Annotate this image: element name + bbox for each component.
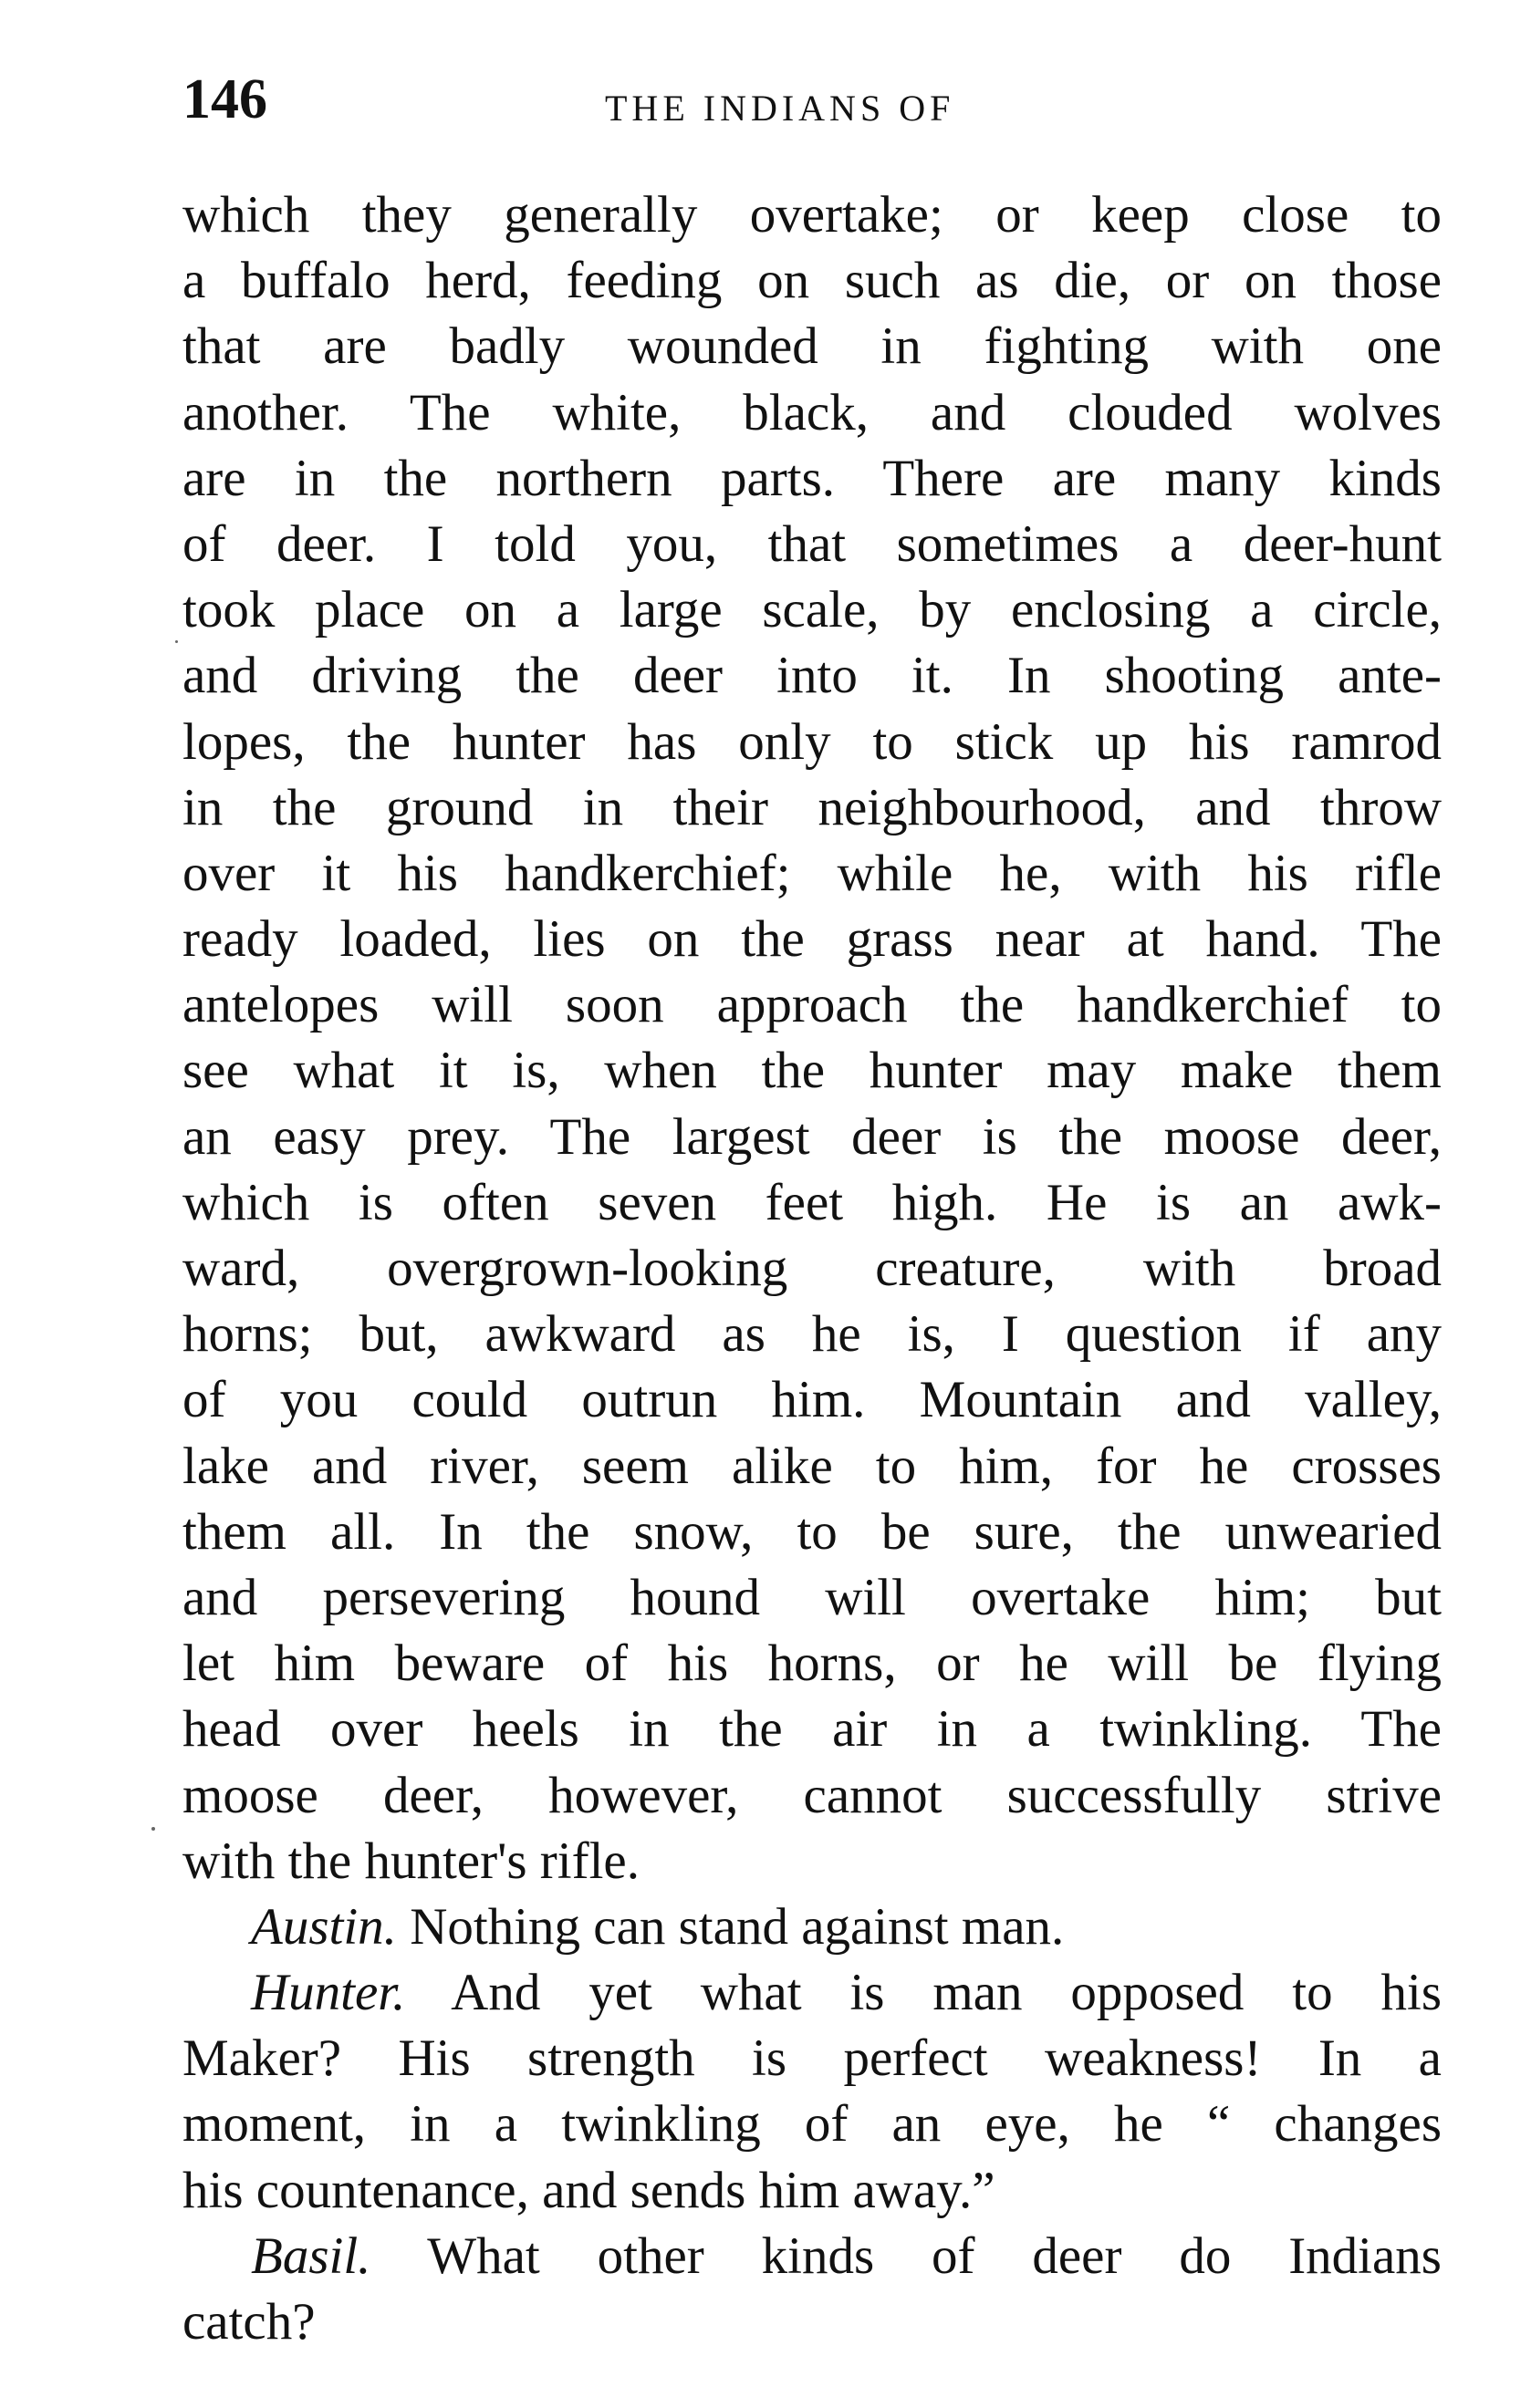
text-line	[182, 1960, 1442, 2026]
text-line: an easy prey. The largest deer is the moose deer,	[182, 1107, 1442, 1166]
text-line: and driving the deer into it. In shooting ante-	[182, 647, 1442, 705]
text-line: took place on a large scale, by enclosing a circle,	[182, 581, 1442, 639]
text-line: with the hunter's rifle.	[182, 1832, 640, 1890]
dialogue-text: Nothing can stand against man.	[410, 1897, 1065, 1956]
paragraph-narrative	[182, 182, 1442, 1894]
text-line: his countenance, and sends him away.”	[182, 2161, 995, 2219]
text-line: head over heels in the air in a twinkling. The	[182, 1700, 1442, 1759]
text-line: horns; but, awkward as he is, I question if any	[182, 1305, 1442, 1364]
text-line: of you could outrun him. Mountain and valley,	[182, 1371, 1442, 1429]
text-line: another. The white, black, and clouded wolves	[182, 383, 1442, 441]
text-line: which they generally overtake; or keep close to	[182, 186, 1442, 244]
text-line	[182, 1894, 1442, 1960]
speaker-name: Basil.	[251, 2226, 371, 2285]
scan-speck	[151, 1827, 155, 1831]
dialogue-text: What other kinds of deer do Indians	[427, 2226, 1442, 2285]
text-line: see what it is, when the hunter may make them	[182, 1042, 1442, 1100]
body-text	[182, 182, 1442, 2355]
text-line: which is often seven feet high. He is an awk-	[182, 1173, 1442, 1231]
text-line: moose deer, however, cannot successfully strive	[182, 1766, 1442, 1824]
text-line: lopes, the hunter has only to stick up his ramrod	[182, 712, 1442, 771]
text-line: lake and river, seem alike to him, for he crosses	[182, 1437, 1442, 1495]
page-number: 146	[182, 68, 267, 130]
text-line: let him beware of his horns, or he will be flying	[182, 1635, 1442, 1693]
running-head: THE INDIANS OF	[605, 88, 955, 129]
text-line: over it his handkerchief; while he, with his rifle	[182, 844, 1442, 902]
text-line	[182, 2224, 1442, 2289]
text-line: that are badly wounded in fighting with one	[182, 317, 1442, 376]
text-line: are in the northern parts. There are many kinds	[182, 449, 1442, 507]
text-line: Maker? His strength is perfect weakness! In a	[182, 2029, 1442, 2088]
text-line: of deer. I told you, that sometimes a deer-hunt	[182, 514, 1442, 573]
speaker-name: Austin.	[251, 1897, 397, 1956]
paragraph-basil	[182, 2224, 1442, 2355]
text-line: them all. In the snow, to be sure, the unwearied	[182, 1502, 1442, 1561]
dialogue-text: And yet what is man opposed to his	[451, 1964, 1442, 2022]
scan-speck	[175, 640, 178, 643]
text-line: antelopes will soon approach the handkerchief to	[182, 976, 1442, 1034]
text-line: ready loaded, lies on the grass near at hand. The	[182, 910, 1442, 969]
page-header	[182, 67, 1442, 131]
text-line: moment, in a twinkling of an eye, he “ changes	[182, 2095, 1442, 2154]
paragraph-austin	[182, 1894, 1442, 1960]
text-line: a buffalo herd, feeding on such as die, or on those	[182, 252, 1442, 310]
speaker-name: Hunter.	[251, 1964, 406, 2022]
text-line: catch?	[182, 2293, 316, 2351]
text-line: in the ground in their neighbourhood, and throw	[182, 778, 1442, 836]
text-line: and persevering hound will overtake him; but	[182, 1568, 1442, 1626]
text-line: ward, overgrown-looking creature, with broad	[182, 1240, 1442, 1297]
paragraph-hunter	[182, 1960, 1442, 2224]
